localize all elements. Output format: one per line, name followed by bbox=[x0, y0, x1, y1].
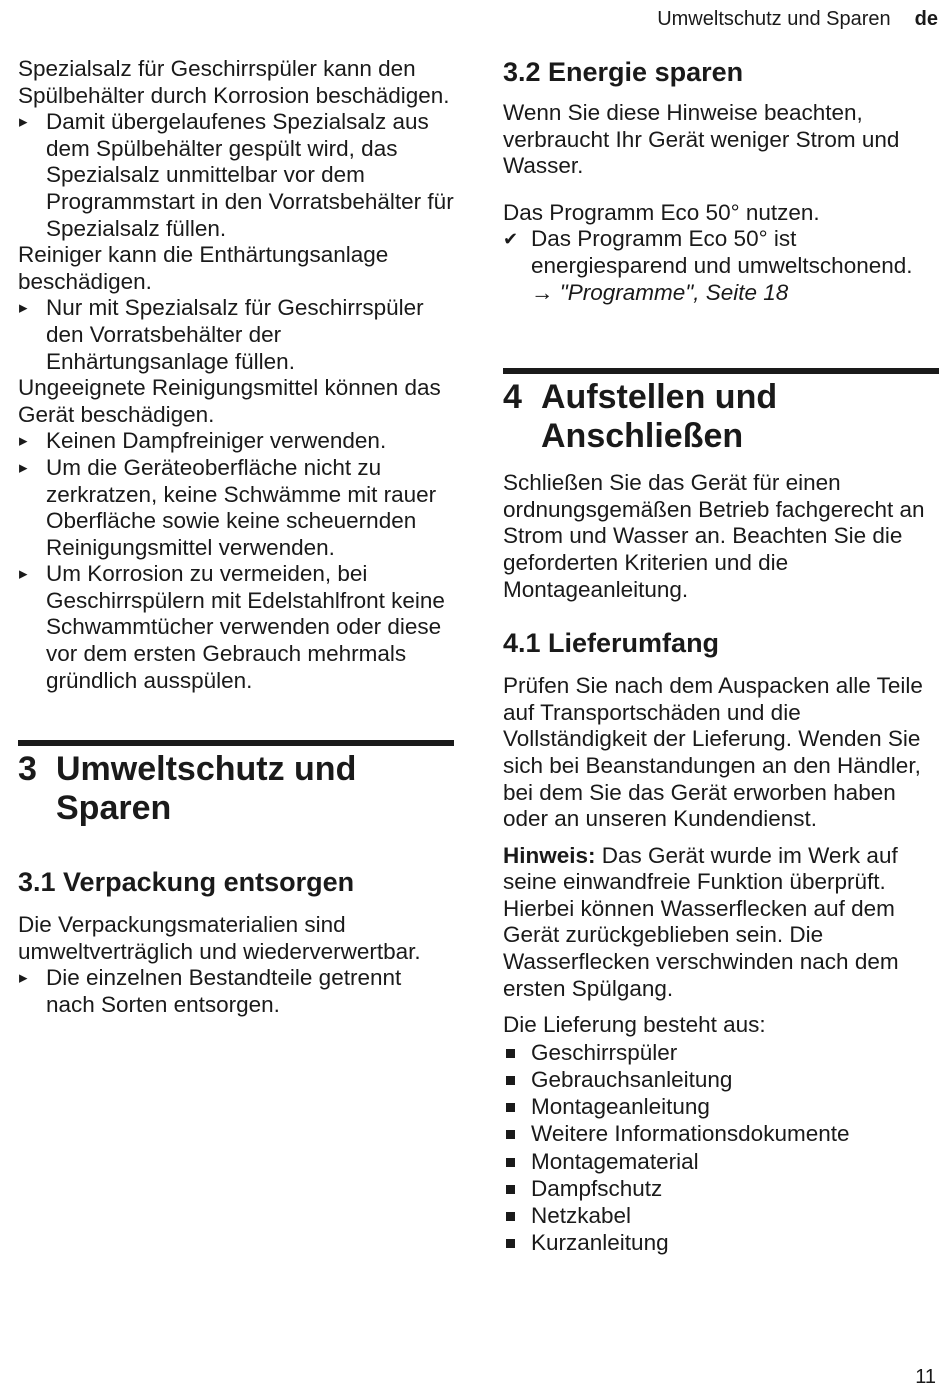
delivery-list bbox=[503, 1039, 939, 1257]
left-bullet-2: ▸ Nur mit Spezialsalz für Geschirrspüler den Vorratsbehälter der Enhärtungsanlage füllen. bbox=[18, 295, 454, 375]
section-3-2-paragraph-2: Das Programm Eco 50° nutzen. bbox=[503, 199, 820, 225]
list-item: Gebrauchsanleitung bbox=[503, 1066, 939, 1093]
left-column bbox=[18, 56, 454, 1019]
right-column bbox=[503, 56, 939, 1256]
list-item: Kurzanleitung bbox=[503, 1229, 939, 1256]
section-3-heading bbox=[18, 750, 454, 828]
left-paragraph-1: Spezialsalz für Geschirrspüler kann den Spülbehälter durch Korrosion beschädigen. bbox=[18, 56, 450, 108]
section-4-1-heading: 4.1 Lieferumfang bbox=[503, 628, 720, 659]
result-text: Das Programm Eco 50° ist energiesparend und umweltschonend. bbox=[531, 226, 913, 278]
list-item: Montagematerial bbox=[503, 1148, 939, 1175]
section-4-number: 4 bbox=[503, 378, 522, 417]
section-3-1-paragraph: Die Verpackungsmaterialien sind umweltverträglich und wiederverwertbar. bbox=[18, 912, 421, 964]
running-header bbox=[657, 8, 938, 31]
header-language: de bbox=[914, 8, 938, 30]
section-4-paragraph: Schließen Sie das Gerät für einen ordnungsgemäßen Betrieb fachgerecht an Strom und Wasser an. Beachten Sie die geforderten Kriterien und die Montageanleitung. bbox=[503, 470, 925, 602]
note-text: Das Gerät wurde im Werk auf seine einwandfreie Funktion überprüft. Hierbei können Wasserflecken auf dem Gerät zurückgeblieben sein. Die Wasserflecken verschwinden nach dem ersten Spülgang. bbox=[503, 842, 899, 1001]
list-item: Netzkabel bbox=[503, 1202, 939, 1229]
section-4-1-paragraph: Prüfen Sie nach dem Auspacken alle Teile auf Transportschäden und die Vollständigkeit der Lieferung. Wenden Sie sich bei Beanstandungen an den Händler, bei dem Sie das Gerät erworben haben oder an unseren Kundendienst. bbox=[503, 673, 923, 832]
page-number: 11 bbox=[915, 1366, 936, 1388]
list-item: Montageanleitung bbox=[503, 1093, 939, 1120]
left-paragraph-3: Ungeeignete Reinigungsmittel können das Gerät beschädigen. bbox=[18, 375, 441, 427]
left-bullet-5: ▸ Um Korrosion zu vermeiden, bei Geschirrspülern mit Edelstahlfront keine Schwammtücher verwenden oder diese vor dem ersten Gebrauch mehrmals gründlich ausspülen. bbox=[18, 561, 454, 694]
section-3-2-paragraph-1: Wenn Sie diese Hinweise beachten, verbraucht Ihr Gerät weniger Strom und Wasser. bbox=[503, 100, 900, 179]
left-bullet-4: ▸ Um die Geräteoberfläche nicht zu zerkratzen, keine Schwämme mit rauer Oberfläche sowie keine scheuernden Reinigungsmittel verwenden. bbox=[18, 455, 454, 561]
list-item: Weitere Informationsdokumente bbox=[503, 1120, 939, 1147]
note-paragraph bbox=[503, 843, 939, 1003]
header-title: Umweltschutz und Sparen bbox=[657, 8, 891, 30]
list-item: Geschirrspüler bbox=[503, 1039, 939, 1066]
list-item: Dampfschutz bbox=[503, 1175, 939, 1202]
note-label: Hinweis: bbox=[503, 842, 596, 868]
delivery-list-intro: Die Lieferung besteht aus: bbox=[503, 1012, 766, 1038]
section-3-number: 3 bbox=[18, 750, 37, 789]
left-bullet-3: ▸ Keinen Dampfreiniger verwenden. bbox=[18, 428, 454, 455]
section-3-2-heading: 3.2 Energie sparen bbox=[503, 57, 744, 87]
section-4-heading bbox=[503, 378, 939, 456]
cross-reference-link[interactable]: → "Programme", Seite 18 bbox=[531, 279, 789, 305]
section-3-2-result bbox=[503, 226, 939, 306]
check-icon: ✔ bbox=[503, 229, 519, 250]
section-3-1-bullet: ▸ Die einzelnen Bestandteile getrennt nach Sorten entsorgen. bbox=[18, 965, 454, 1018]
left-paragraph-2: Reiniger kann die Enthärtungsanlage beschädigen. bbox=[18, 242, 389, 294]
section-4-title: Aufstellen und Anschließen bbox=[541, 378, 778, 456]
section-3-title: Umweltschutz und Sparen bbox=[56, 750, 357, 828]
section-3-1-heading: 3.1 Verpackung entsorgen bbox=[18, 867, 355, 898]
left-bullet-1: ▸ Damit übergelaufenes Spezialsalz aus dem Spülbehälter gespült wird, das Spezialsalz unmittelbar vor dem Programmstart in den Vorratsbehälter für Spezialsalz füllen. bbox=[18, 109, 454, 242]
